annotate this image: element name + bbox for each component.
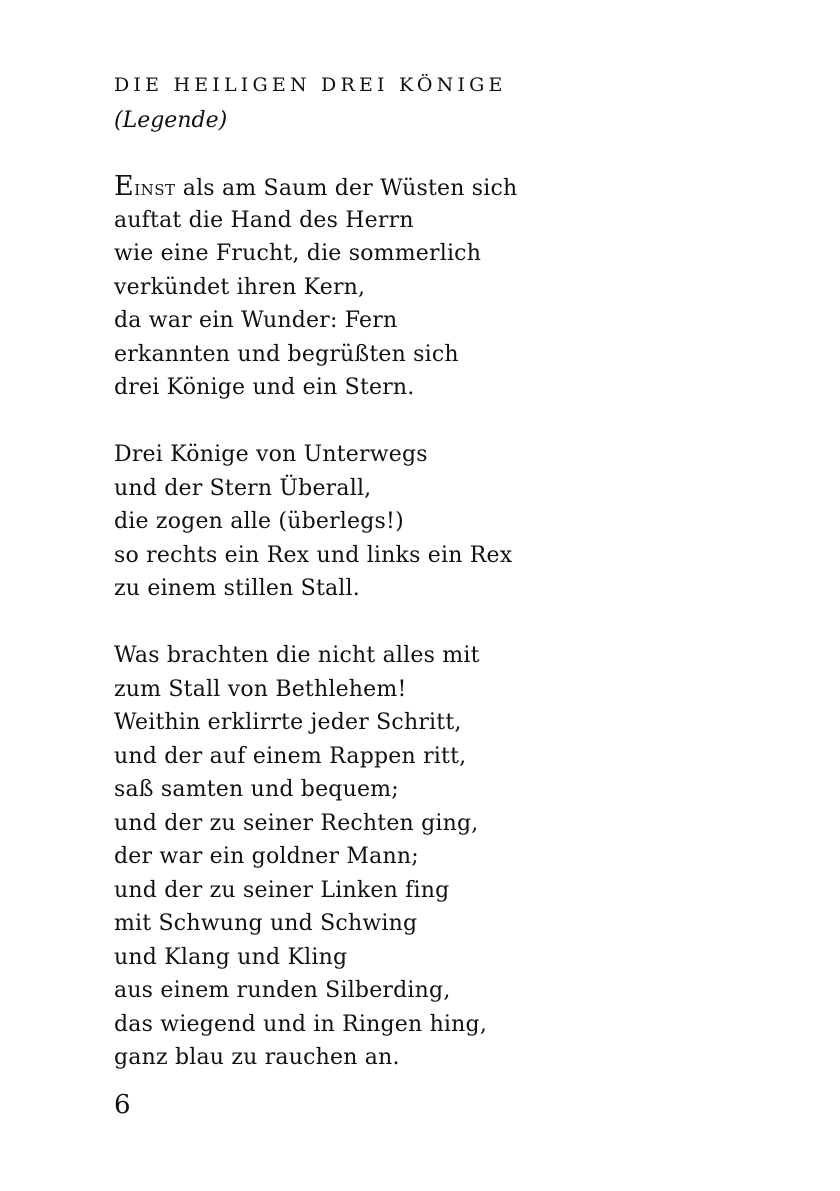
verse-line: zu einem stillen Stall. [114, 576, 360, 601]
first-line-text: als am Saum der Wüsten sich [175, 176, 518, 201]
verse-line: verkündet ihren Kern, [114, 274, 366, 300]
poem-title: DIE HEILIGEN DREI KÖNIGE [114, 74, 507, 96]
verse-line: drei Könige und ein Stern. [114, 375, 415, 400]
stanza-1 [114, 170, 517, 405]
verse-line: saß samten und bequem; [114, 777, 399, 802]
verse-line: aus einem runden Silberding, [114, 978, 451, 1003]
verse-line: Drei Könige von Unterwegs [114, 442, 428, 467]
initial-capital: E [114, 171, 135, 202]
verse-line: und Klang und Kling [114, 944, 348, 970]
poem-subtitle: (Legende) [114, 108, 228, 133]
verse-line: zum Stall von Bethlehem! [114, 676, 407, 702]
verse-line: mit Schwung und Schwing [114, 911, 418, 936]
verse-line: Was brachten die nicht alles mit [114, 643, 480, 668]
verse-line: da war ein Wunder: Fern [114, 308, 398, 333]
verse-line: die zogen alle (überlegs!) [114, 509, 404, 534]
verse-line: auftat die Hand des Herrn [114, 207, 414, 233]
verse-line: ganz blau zu rauchen an. [114, 1045, 400, 1070]
small-caps-word: inst [134, 176, 176, 201]
verse-line: und der auf einem Rappen ritt, [114, 743, 467, 769]
page-number: 6 [114, 1090, 131, 1120]
verse-line: der war ein goldner Mann; [114, 844, 419, 869]
verse-line: und der zu seiner Linken fing [114, 877, 450, 903]
verse-line: Weithin erklirrte jeder Schritt, [114, 710, 462, 735]
verse-line: und der Stern Überall, [114, 475, 372, 501]
verse-line: erkannten und begrüßten sich [114, 341, 459, 367]
verse-line: das wiegend und in Ringen hing, [114, 1011, 488, 1037]
verse-line: wie eine Frucht, die sommerlich [114, 241, 482, 266]
verse-line [114, 170, 517, 204]
stanza-3 [114, 639, 487, 1075]
verse-line: und der zu seiner Rechten ging, [114, 810, 479, 836]
stanza-2 [114, 438, 512, 606]
verse-line: so rechts ein Rex und links ein Rex [114, 542, 513, 568]
